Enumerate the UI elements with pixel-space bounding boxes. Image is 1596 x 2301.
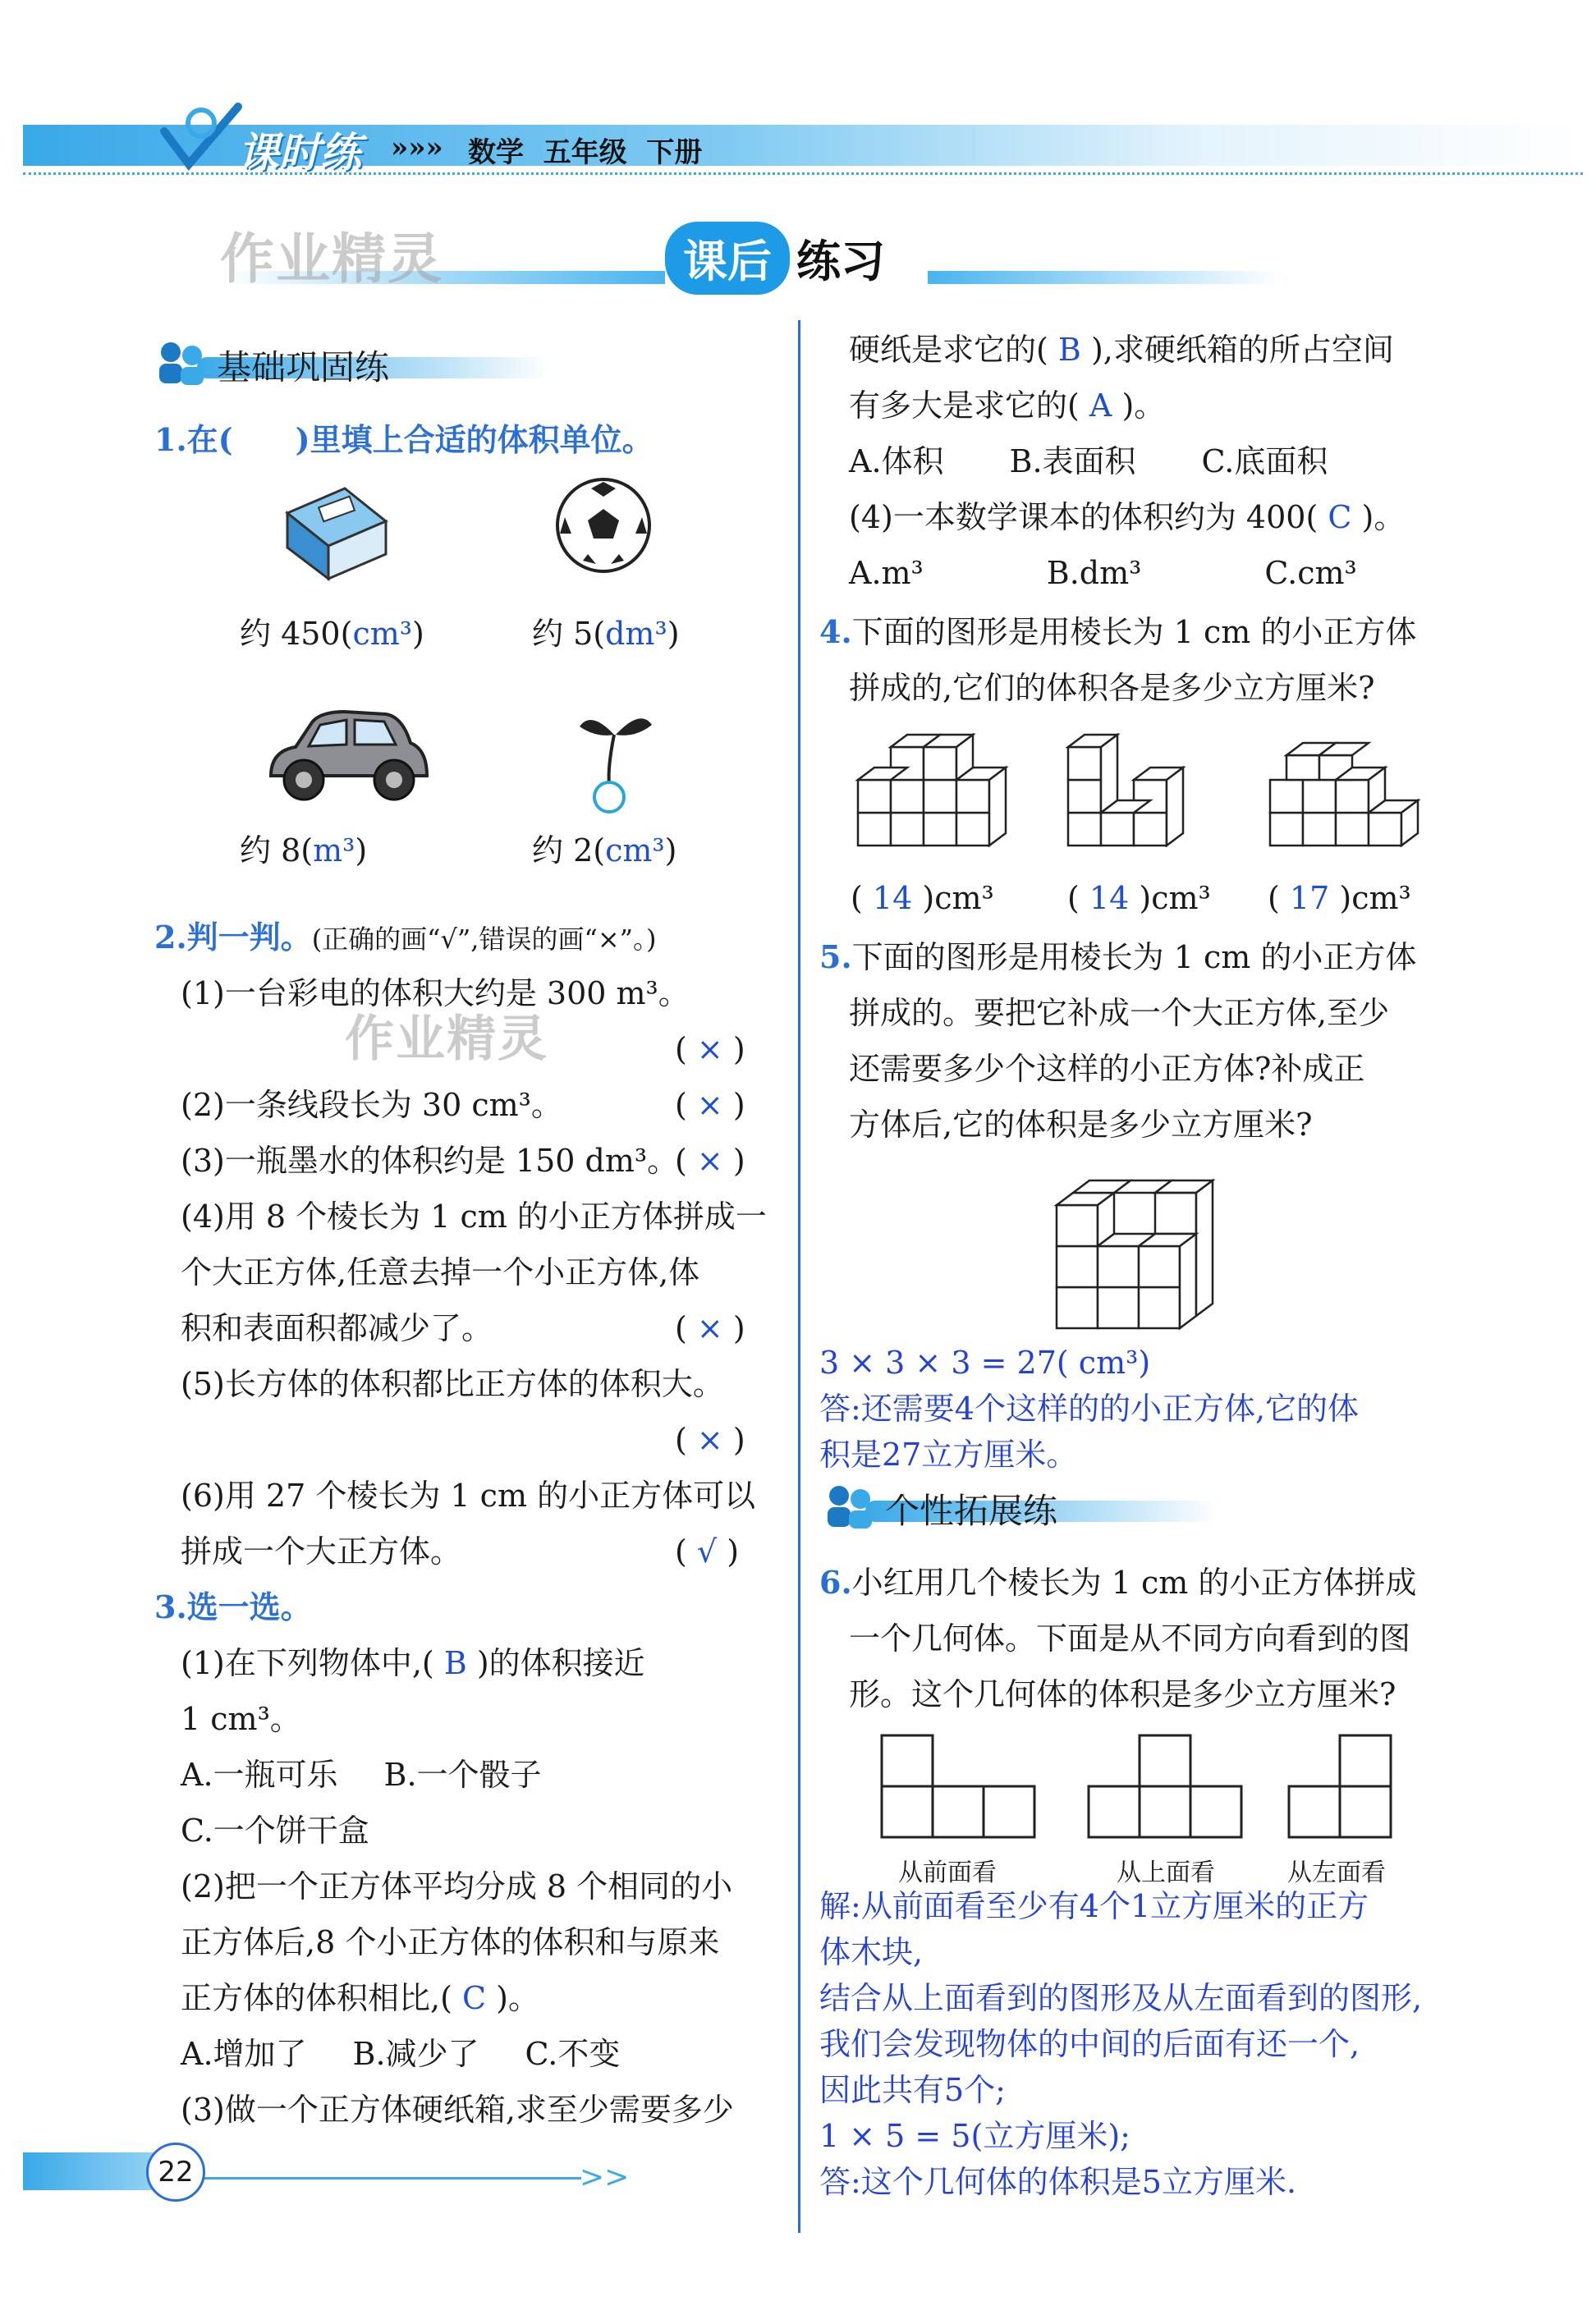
q4-answer-1-post: )cm³ — [922, 880, 994, 916]
q3-p4-opt-c: C.cm³ — [1264, 555, 1357, 591]
q3-p2-opt-c: C.不变 — [525, 2036, 621, 2072]
q1-item-3-suffix: ) — [355, 832, 368, 869]
q5-solution-2: 答:还需要4个这样的的小正方体,它的体 — [819, 1391, 1360, 1427]
q2-item-4-answer-box: ( × ) — [675, 1310, 745, 1346]
q3-p3-post3: )。 — [1121, 387, 1166, 424]
book-icon — [271, 480, 394, 587]
q2-item-5-answer-box: ( × ) — [675, 1422, 745, 1458]
q2-item-2: (2)一条线段长为 30 cm³。 — [181, 1087, 562, 1123]
q1-item-2-prefix: 约 5( — [532, 616, 606, 652]
advanced-section-heading — [816, 1476, 1227, 1533]
q1-item-4-suffix: ) — [664, 832, 677, 869]
header-grade: 五年级 — [543, 136, 627, 169]
q3-p2-post: )。 — [496, 1980, 539, 2016]
q6-line1 — [819, 1555, 1416, 1611]
q2-item-3-answer-box: ( × ) — [675, 1143, 745, 1179]
q3-p2-options — [181, 2026, 620, 2082]
left-view-figure — [1286, 1732, 1401, 1847]
q2-item-3-answer: × — [696, 1143, 723, 1179]
q2-item-4-line2: 个大正方体,任意去掉一个小正方体,体 — [181, 1254, 700, 1290]
header-arrows: »»» — [391, 131, 443, 164]
section-banner-title — [665, 222, 936, 304]
banner-title-part2: 练习 — [796, 236, 885, 287]
q3-p1-opt-b: B.一个骰子 — [383, 1757, 542, 1793]
q3-p4-pre: (4)一本数学课本的体积约为 400( — [849, 499, 1319, 535]
q1-number: 1. — [154, 421, 187, 458]
q6-line1-text: 小红用几个棱长为 1 cm 的小正方体拼成 — [851, 1565, 1417, 1601]
basic-section-title: 基础巩固练 — [217, 347, 390, 387]
q3-p1-line2: 1 cm³。 — [181, 1701, 301, 1737]
car-icon — [255, 702, 435, 809]
q4-line1-text: 下面的图形是用棱长为 1 cm 的小正方体 — [851, 614, 1417, 650]
q3-p1-pre: (1)在下列物体中,( — [181, 1645, 434, 1681]
q1-item-3-answer: m³ — [313, 832, 355, 869]
q3-p3-options — [849, 433, 1328, 489]
basic-section-heading — [148, 332, 558, 390]
q3-p2-line1: (2)把一个正方体平均分成 8 个相同的小 — [181, 1868, 733, 1905]
q3-p2-line2: 正方体后,8 个小正方体的体积和与原来 — [181, 1924, 720, 1960]
cube-figure-2 — [1064, 722, 1204, 862]
q2-item-4-line1: (4)用 8 个棱长为 1 cm 的小正方体拼成一 — [181, 1199, 767, 1235]
q3-p3-opt-c: C.底面积 — [1201, 443, 1328, 479]
cherry-icon — [575, 702, 657, 817]
q1-item-4-prefix: 约 2( — [532, 832, 606, 869]
q3-p4-opt-a: A.m³ — [849, 555, 924, 591]
q6-solution-7: 答:这个几何体的体积是5立方厘米. — [819, 2164, 1297, 2200]
column-divider — [798, 320, 800, 2233]
q5-solution-1: 3 × 3 × 3 = 27( cm³) — [819, 1345, 1151, 1381]
top-view-figure — [1085, 1732, 1250, 1847]
q1-item-2 — [532, 606, 680, 662]
q2-item-3: (3)一瓶墨水的体积约是 150 dm³。 — [181, 1143, 679, 1179]
q4-answer-1-value: 14 — [872, 880, 913, 916]
q3-p2-answer: C — [462, 1980, 487, 2016]
q5-line1 — [819, 929, 1416, 985]
q1-stem — [154, 412, 654, 468]
q4-answer-1 — [851, 870, 994, 926]
cube-figure-3 — [1266, 722, 1438, 862]
watermark: 作业精灵 — [220, 227, 443, 291]
q2-item-4-line3: 积和表面积都减少了。 — [181, 1310, 493, 1346]
q3-p1-opt-c: C.一个饼干盒 — [181, 1813, 369, 1849]
q1-item-4 — [532, 823, 676, 878]
q3-p1-opt-a: A.一瓶可乐 — [181, 1757, 338, 1793]
q3-p2-line3 — [181, 1970, 539, 2026]
banner-right-stripe — [928, 271, 1281, 284]
q3-p1-line1 — [181, 1635, 645, 1691]
q4-answer-2-value: 14 — [1089, 880, 1130, 916]
q5-number: 5. — [819, 938, 852, 975]
q3-p3-line2 — [849, 322, 1394, 378]
q2-item-6-line1: (6)用 27 个棱长为 1 cm 的小正方体可以 — [181, 1478, 756, 1514]
q2-text: 判一判。 — [186, 919, 312, 956]
advanced-section-title: 个性拓展练 — [885, 1491, 1058, 1531]
q2-item-1: (1)一台彩电的体积大约是 300 m³。 — [181, 975, 690, 1011]
q2-item-4-answer: × — [696, 1310, 723, 1346]
q4-answer-3-post: )cm³ — [1339, 880, 1411, 916]
view-top-caption: 从上面看 — [1117, 1859, 1215, 1887]
q5-line3: 还需要多少个这样的小正方体?补成正 — [849, 1051, 1365, 1087]
header-subject: 数学 — [468, 136, 524, 169]
q1-item-1 — [240, 606, 424, 662]
q2-note: (正确的画“√”,错误的画“×”。) — [311, 924, 657, 955]
q6-solution-2: 体木块, — [819, 1934, 924, 1970]
q1-item-1-answer: cm³ — [352, 616, 412, 652]
q3-p2-pre: 正方体的体积相比,( — [181, 1980, 452, 2016]
brand-logo-icon — [156, 99, 246, 172]
footer-arrow-icon: >> — [580, 2161, 630, 2194]
q2-item-1-answer: × — [696, 1031, 723, 1067]
q3-p3-line3 — [849, 378, 1165, 433]
q4-answer-1-pre: ( — [851, 880, 863, 916]
q3-p3-pre2: 硬纸是求它的( — [849, 332, 1048, 368]
view-left-caption: 从左面看 — [1287, 1859, 1386, 1887]
q4-line1 — [819, 604, 1416, 660]
q5-solution-3: 积是27立方厘米。 — [819, 1437, 1078, 1473]
q4-answer-2 — [1067, 870, 1211, 926]
q4-answer-3-value: 17 — [1289, 880, 1330, 916]
q6-solution-5: 因此共有5个; — [819, 2072, 1006, 2108]
q2-item-1-answer-box: ( × ) — [675, 1031, 745, 1067]
watermark-2: 作业精灵 — [345, 1011, 548, 1068]
q2-item-2-answer-box: ( × ) — [675, 1087, 745, 1123]
q3-p3-opt-a: A.体积 — [849, 443, 944, 479]
q3-p3-answer2: A — [1089, 387, 1112, 424]
brand-title: 课时练 — [238, 129, 361, 176]
q1-item-1-prefix: 约 450( — [240, 616, 353, 652]
q5-line2: 拼成的。要把它补成一个大正方体,至少 — [849, 995, 1390, 1031]
q3-p1-answer: B — [443, 1645, 467, 1681]
q6-solution-6: 1 × 5 = 5(立方厘米); — [819, 2118, 1130, 2154]
q4-answer-3 — [1268, 870, 1411, 926]
q3-p4-post: )。 — [1361, 499, 1406, 535]
q3-p3-line1: (3)做一个正方体硬纸箱,求至少需要多少 — [181, 2092, 734, 2128]
q3-p1-post: )的体积接近 — [476, 1645, 645, 1681]
q3-p4-options — [849, 545, 1357, 601]
q1-item-1-suffix: ) — [412, 616, 424, 652]
q6-line3: 形。这个几何体的体积是多少立方厘米? — [849, 1676, 1396, 1712]
q4-line2: 拼成的,它们的体积各是多少立方厘米? — [849, 670, 1375, 706]
q3-number: 3. — [154, 1588, 187, 1625]
q3-text: 选一选。 — [186, 1588, 312, 1625]
q3-p2-opt-b: B.减少了 — [352, 2036, 479, 2072]
q3-stem — [154, 1579, 312, 1635]
cube-figure-1 — [854, 722, 1010, 862]
header-volume: 下册 — [646, 136, 703, 169]
q2-item-2-answer: × — [696, 1087, 723, 1123]
q1-item-2-suffix: ) — [667, 616, 680, 652]
q1-item-2-answer: dm³ — [605, 616, 667, 652]
q3-p4-answer: C — [1328, 499, 1352, 535]
front-view-figure — [878, 1732, 1043, 1847]
q3-p4-line — [849, 489, 1405, 545]
q3-p3-answer1: B — [1057, 332, 1081, 368]
q3-p3-post2: ),求硬纸箱的所占空间 — [1090, 332, 1394, 368]
q4-answer-2-post: )cm³ — [1139, 880, 1211, 916]
cube-figure-q5 — [1053, 1164, 1233, 1336]
view-front-caption: 从前面看 — [898, 1859, 997, 1887]
q6-solution-3: 结合从上面看到的图形及从左面看到的图形, — [819, 1980, 1423, 2016]
q6-solution-1: 解:从前面看至少有4个1立方厘米的正方 — [819, 1888, 1369, 1924]
q2-item-5: (5)长方体的体积都比正方体的体积大。 — [181, 1366, 724, 1402]
q2-item-6-answer-box: ( √ ) — [675, 1533, 740, 1570]
q5-line1-text: 下面的图形是用棱长为 1 cm 的小正方体 — [851, 939, 1417, 975]
q3-p4-opt-b: B.dm³ — [1046, 555, 1142, 591]
banner-title-part1: 课后 — [665, 222, 790, 295]
q3-p3-pre3: 有多大是求它的( — [849, 387, 1080, 424]
q2-stem — [154, 910, 656, 967]
q2-number: 2. — [154, 919, 187, 956]
people-icon — [154, 337, 212, 387]
q2-item-6-answer: √ — [696, 1533, 718, 1570]
q1-item-3 — [240, 823, 367, 878]
footer-line — [204, 2177, 581, 2180]
q2-item-5-answer: × — [696, 1422, 723, 1458]
q4-answer-3-pre: ( — [1268, 880, 1280, 916]
header-subject-line — [468, 130, 702, 170]
people-icon — [823, 1481, 880, 1530]
q3-p3-opt-b: B.表面积 — [1009, 443, 1136, 479]
q6-line2: 一个几何体。下面是从不同方向看到的图 — [849, 1620, 1411, 1657]
q1-text: 在( )里填上合适的体积单位。 — [186, 421, 654, 458]
q5-line4: 方体后,它的体积是多少立方厘米? — [849, 1107, 1313, 1143]
q3-p2-opt-a: A.增加了 — [181, 2036, 307, 2072]
page-number: 22 — [146, 2143, 205, 2202]
q6-number: 6. — [819, 1564, 852, 1601]
q4-answer-2-pre: ( — [1067, 880, 1080, 916]
q2-item-6-line2: 拼成一个大正方体。 — [181, 1533, 462, 1570]
q4-number: 4. — [819, 613, 852, 650]
q3-p1-options — [181, 1747, 542, 1803]
q1-item-4-answer: cm³ — [605, 832, 665, 869]
q1-item-3-prefix: 约 8( — [240, 832, 314, 869]
soccer-ball-icon — [550, 472, 657, 579]
q6-solution-4: 我们会发现物体的中间的后面有还一个, — [819, 2026, 1360, 2062]
